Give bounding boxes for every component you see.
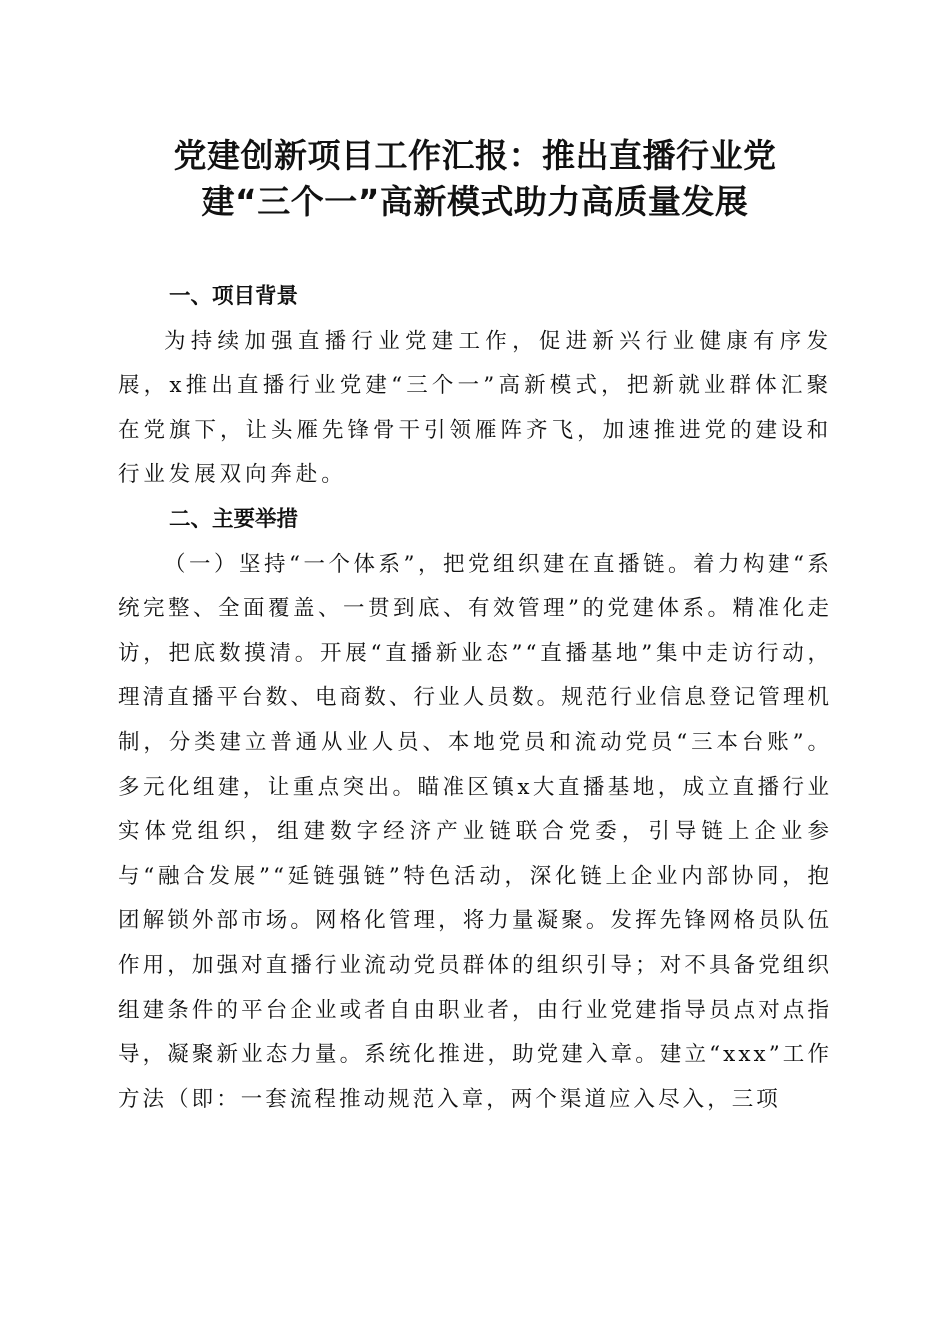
document-title	[118, 133, 832, 225]
document-body	[118, 275, 832, 1122]
section-heading-background: 一、项目背景	[169, 284, 299, 309]
title-line-2: 建“三个一”高新模式助力高质量发展	[201, 182, 749, 221]
title-line-1: 党建创新项目工作汇报：推出直播行业党	[173, 136, 777, 175]
section-heading-measures: 二、主要举措	[169, 506, 299, 532]
section-paragraph-background: 为持续加强直播行业党建工作，促进新兴行业健康有序发展，x推出直播行业党建“三个一”高新模式，把新就业群体汇聚在党旗下，让头雁先锋骨干引领雁阵齐飞，加速推进党的建设和行业发展双向奔赴。	[118, 328, 832, 488]
section-paragraph-measures: （一）坚持“一个体系”，把党组织建在直播链。着力构建“系统完整、全面覆盖、一贯到底、有效管理”的党建体系。精准化走访，把底数摸清。开展“直播新业态”“直播基地”集中走访行动，理清直播平台数、电商数、行业人员数。规范行业信息登记管理机制，分类建立普通从业人员、本地党员和流动党员“三本台账”。多元化组建，让重点突出。瞄准区镇x大直播基地，成立直播行业实体党组织，组建数字经济产业链联合党委，引导链上企业参与“融合发展”“延链强链”特色活动，深化链上企业内部协同，抱团解锁外部市场。网格化管理，将力量凝聚。发挥先锋网格员队伍作用，加强对直播行业流动党员群体的组织引导；对不具备党组织组建条件的平台企业或者自由职业者，由行业党建指导员点对点指导，凝聚新业态力量。系统化推进，助党建入章。建立“xxx”工作方法（即：一套流程推动规范入章，两个渠道应入尽入，三项	[118, 551, 832, 1112]
